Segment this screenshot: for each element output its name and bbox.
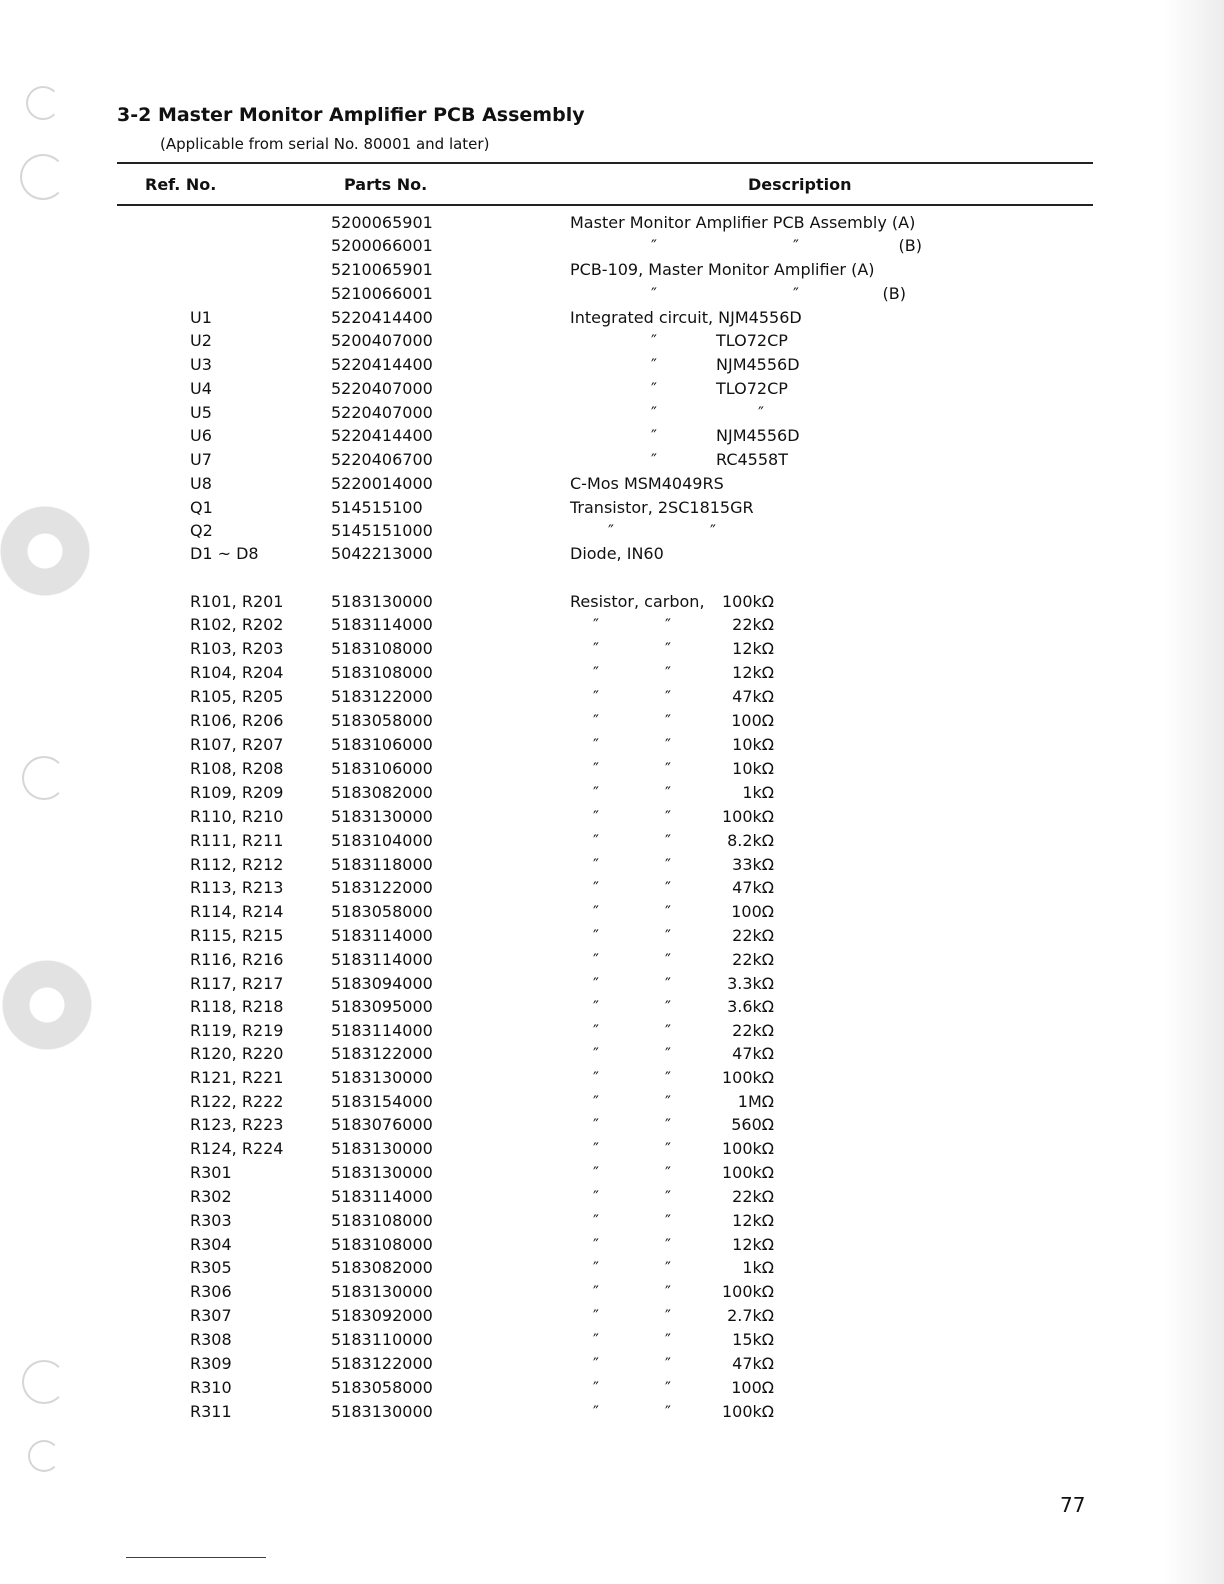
ref-no: U2 — [190, 331, 212, 350]
ditto-mark: ″ — [593, 1163, 599, 1182]
table-row — [0, 757, 1224, 781]
page-number: 77 — [1060, 1493, 1086, 1517]
resistance-value: 560Ω — [731, 1115, 774, 1134]
ditto-mark: ″ — [593, 974, 599, 993]
ref-no: R303 — [190, 1211, 232, 1230]
binder-hole — [20, 154, 66, 200]
ditto-mark: ″ — [651, 403, 657, 422]
parts-no: 5183114000 — [331, 926, 433, 945]
ditto-mark: ″ — [665, 1187, 671, 1206]
parts-no: 5183076000 — [331, 1115, 433, 1134]
ditto-mark: ″ — [665, 807, 671, 826]
ditto-mark: ″ — [665, 711, 671, 730]
parts-no: 5183130000 — [331, 592, 433, 611]
ref-no: R109, R209 — [190, 783, 284, 802]
resistance-value: 15kΩ — [732, 1330, 774, 1349]
parts-no: 5183082000 — [331, 1258, 433, 1277]
ditto-mark: ″ — [593, 1378, 599, 1397]
ref-no: U8 — [190, 474, 212, 493]
ditto-mark: ″ — [593, 807, 599, 826]
parts-no: 5183108000 — [331, 1235, 433, 1254]
table-row — [0, 472, 1224, 496]
table-row — [0, 876, 1224, 900]
table-row — [0, 661, 1224, 685]
ditto-mark: ″ — [665, 1354, 671, 1373]
parts-no: 5183108000 — [331, 1211, 433, 1230]
variant: (B) — [898, 236, 922, 255]
table-row — [0, 685, 1224, 709]
parts-no: 5183130000 — [331, 807, 433, 826]
ditto-mark: ″ — [665, 926, 671, 945]
binder-hole — [26, 86, 60, 120]
ref-no: R119, R219 — [190, 1021, 284, 1040]
ref-no: R105, R205 — [190, 687, 284, 706]
parts-no: 5183122000 — [331, 1044, 433, 1063]
ditto-mark: ″ — [593, 1235, 599, 1254]
resistance-value: 100Ω — [731, 902, 774, 921]
resistance-value: 100kΩ — [721, 1282, 774, 1301]
ditto-mark: ″ — [593, 663, 599, 682]
resistance-value: 8.2kΩ — [727, 831, 774, 850]
ditto-mark: ″ — [593, 902, 599, 921]
table-row — [0, 282, 1224, 306]
ditto-mark: ″ — [593, 759, 599, 778]
resistance-value: 2.7kΩ — [727, 1306, 774, 1325]
table-row — [0, 637, 1224, 661]
parts-no: 5183114000 — [331, 1021, 433, 1040]
ditto-mark: ″ — [665, 1139, 671, 1158]
ditto-mark: ″ — [651, 331, 657, 350]
ditto-mark: ″ — [593, 1092, 599, 1111]
ditto-mark: ″ — [593, 1139, 599, 1158]
description: Master Monitor Amplifier PCB Assembly (A) — [570, 213, 916, 232]
table-row — [0, 353, 1224, 377]
ditto-mark: ″ — [593, 1306, 599, 1325]
ditto-mark: ″ — [665, 1044, 671, 1063]
resistance-value: 12kΩ — [732, 639, 774, 658]
ref-no: R108, R208 — [190, 759, 284, 778]
ref-no: R306 — [190, 1282, 232, 1301]
ref-no: R309 — [190, 1354, 232, 1373]
ref-no: R110, R210 — [190, 807, 284, 826]
table-row — [0, 829, 1224, 853]
table-row — [0, 948, 1224, 972]
table-row — [0, 496, 1224, 520]
description: Resistor, carbon, — [570, 592, 705, 611]
table-row — [0, 377, 1224, 401]
table-row — [0, 401, 1224, 425]
ditto-mark: ″ — [665, 1306, 671, 1325]
table-row — [0, 972, 1224, 996]
ditto-mark: ″ — [793, 284, 799, 303]
ic-type: NJM4556D — [716, 426, 800, 445]
parts-no: 5220414400 — [331, 308, 433, 327]
parts-no: 5220414400 — [331, 426, 433, 445]
ditto-mark: ″ — [665, 1068, 671, 1087]
column-header-parts: Parts No. — [344, 175, 428, 194]
resistance-value: 100Ω — [731, 1378, 774, 1397]
ref-no: R305 — [190, 1258, 232, 1277]
ditto-mark: ″ — [593, 1402, 599, 1421]
ditto-mark: ″ — [651, 450, 657, 469]
parts-no: 5183092000 — [331, 1306, 433, 1325]
parts-no: 5183130000 — [331, 1163, 433, 1182]
parts-no: 5183095000 — [331, 997, 433, 1016]
section-subtitle: (Applicable from serial No. 80001 and later) — [160, 135, 490, 153]
parts-no: 5183082000 — [331, 783, 433, 802]
parts-no: 5183106000 — [331, 759, 433, 778]
parts-no: 5183122000 — [331, 687, 433, 706]
ic-type: TLO72CP — [716, 379, 788, 398]
ref-no: R308 — [190, 1330, 232, 1349]
resistance-value: 1kΩ — [742, 783, 774, 802]
ref-no: U6 — [190, 426, 212, 445]
description: C-Mos MSM4049RS — [570, 474, 724, 493]
ditto-mark: ″ — [593, 855, 599, 874]
resistance-value: 100kΩ — [721, 1163, 774, 1182]
table-row — [0, 1137, 1224, 1161]
ref-no: R102, R202 — [190, 615, 284, 634]
resistance-value: 100kΩ — [721, 592, 774, 611]
table-row — [0, 1280, 1224, 1304]
ditto-mark: ″ — [665, 950, 671, 969]
parts-no: 5220014000 — [331, 474, 433, 493]
table-row — [0, 211, 1224, 235]
parts-no: 5183122000 — [331, 1354, 433, 1373]
resistance-value: 100kΩ — [721, 1068, 774, 1087]
ditto-mark: ″ — [665, 878, 671, 897]
ref-no: R310 — [190, 1378, 232, 1397]
table-row — [0, 1400, 1224, 1424]
ic-type: RC4558T — [716, 450, 788, 469]
ref-no: R115, R215 — [190, 926, 284, 945]
ditto-mark: ″ — [793, 236, 799, 255]
parts-no: 5183130000 — [331, 1402, 433, 1421]
table-row — [0, 1304, 1224, 1328]
ref-no: R124, R224 — [190, 1139, 284, 1158]
ditto-mark: ″ — [651, 355, 657, 374]
column-header-desc: Description — [748, 175, 852, 194]
parts-no: 5183130000 — [331, 1282, 433, 1301]
ditto-mark: ″ — [593, 1211, 599, 1230]
parts-no: 5210065901 — [331, 260, 433, 279]
ditto-mark: ″ — [593, 687, 599, 706]
table-row — [0, 805, 1224, 829]
table-top-rule — [117, 162, 1093, 164]
ditto-mark: ″ — [593, 639, 599, 658]
parts-no: 5183110000 — [331, 1330, 433, 1349]
parts-no: 5200407000 — [331, 331, 433, 350]
table-row — [0, 590, 1224, 614]
table-row — [0, 519, 1224, 543]
table-header-rule — [117, 204, 1093, 206]
ditto-mark: ″ — [665, 831, 671, 850]
parts-no: 5183058000 — [331, 711, 433, 730]
resistance-value: 12kΩ — [732, 663, 774, 682]
table-row — [0, 709, 1224, 733]
ref-no: R304 — [190, 1235, 232, 1254]
table-row — [0, 234, 1224, 258]
parts-no: 5183130000 — [331, 1068, 433, 1087]
ditto-mark: ″ — [665, 1258, 671, 1277]
ditto-mark: ″ — [593, 926, 599, 945]
ditto-mark: ″ — [665, 1235, 671, 1254]
parts-no: 5183106000 — [331, 735, 433, 754]
ditto-mark: ″ — [593, 831, 599, 850]
ditto-mark: ″ — [665, 1378, 671, 1397]
table-row — [0, 733, 1224, 757]
ref-no: R118, R218 — [190, 997, 284, 1016]
section-title: 3-2 Master Monitor Amplifier PCB Assembly — [117, 104, 585, 126]
ditto-mark: ″ — [665, 1021, 671, 1040]
ref-no: U7 — [190, 450, 212, 469]
ref-no: Q1 — [190, 498, 213, 517]
resistance-value: 22kΩ — [732, 615, 774, 634]
ditto-mark: ″ — [665, 783, 671, 802]
ditto-mark: ″ — [665, 1211, 671, 1230]
parts-no: 5210066001 — [331, 284, 433, 303]
ditto-mark: ″ — [665, 855, 671, 874]
ref-no: R107, R207 — [190, 735, 284, 754]
ditto-mark: ″ — [593, 1282, 599, 1301]
resistance-value: 10kΩ — [732, 735, 774, 754]
parts-no: 5183114000 — [331, 1187, 433, 1206]
ditto-mark: ″ — [665, 639, 671, 658]
ditto-mark: ″ — [665, 997, 671, 1016]
ditto-mark: ″ — [665, 1282, 671, 1301]
table-row — [0, 900, 1224, 924]
parts-no: 5042213000 — [331, 544, 433, 563]
resistance-value: 22kΩ — [732, 926, 774, 945]
ditto-mark: ″ — [593, 1115, 599, 1134]
resistance-value: 100Ω — [731, 711, 774, 730]
ditto-mark: ″ — [593, 1330, 599, 1349]
ditto-mark: ″ — [593, 783, 599, 802]
table-row — [0, 1113, 1224, 1137]
table-row — [0, 329, 1224, 353]
ref-no: R101, R201 — [190, 592, 284, 611]
ditto-mark: ″ — [665, 1092, 671, 1111]
parts-no: 5183114000 — [331, 615, 433, 634]
table-row — [0, 258, 1224, 282]
variant: (B) — [882, 284, 906, 303]
table-row — [0, 1019, 1224, 1043]
parts-no: 5220406700 — [331, 450, 433, 469]
ditto-mark: ″ — [665, 663, 671, 682]
resistance-value: 22kΩ — [732, 1187, 774, 1206]
ditto-mark: ″ — [665, 687, 671, 706]
resistance-value: 47kΩ — [732, 1354, 774, 1373]
table-row — [0, 1066, 1224, 1090]
parts-no: 5220407000 — [331, 379, 433, 398]
parts-no: 5183094000 — [331, 974, 433, 993]
resistance-value: 47kΩ — [732, 687, 774, 706]
ditto-mark: ″ — [665, 1115, 671, 1134]
resistance-value: 1kΩ — [742, 1258, 774, 1277]
ditto-mark: ″ — [593, 615, 599, 634]
table-row — [0, 995, 1224, 1019]
ditto-mark: ″ — [710, 521, 716, 540]
ref-no: R123, R223 — [190, 1115, 284, 1134]
resistance-value: 100kΩ — [721, 1402, 774, 1421]
ditto-mark: ″ — [593, 1068, 599, 1087]
ref-no: Q2 — [190, 521, 213, 540]
parts-no: 5200066001 — [331, 236, 433, 255]
ref-no: R122, R222 — [190, 1092, 284, 1111]
ref-no: R311 — [190, 1402, 232, 1421]
parts-no: 5183154000 — [331, 1092, 433, 1111]
ref-no: R120, R220 — [190, 1044, 284, 1063]
table-row — [0, 1328, 1224, 1352]
ditto-mark: ″ — [665, 1402, 671, 1421]
ref-no: U3 — [190, 355, 212, 374]
footer-rule — [126, 1557, 266, 1558]
resistance-value: 3.6kΩ — [727, 997, 774, 1016]
ref-no: U4 — [190, 379, 212, 398]
table-row — [0, 853, 1224, 877]
table-row — [0, 448, 1224, 472]
ref-no: R116, R216 — [190, 950, 284, 969]
ref-no: R307 — [190, 1306, 232, 1325]
ref-no: R301 — [190, 1163, 232, 1182]
description: Diode, IN60 — [570, 544, 664, 563]
table-row — [0, 1161, 1224, 1185]
table-row — [0, 781, 1224, 805]
ref-no: R111, R211 — [190, 831, 284, 850]
ditto-mark: ″ — [665, 974, 671, 993]
table-row — [0, 1256, 1224, 1280]
parts-no: 5183122000 — [331, 878, 433, 897]
description: Transistor, 2SC1815GR — [570, 498, 754, 517]
resistance-value: 1MΩ — [737, 1092, 774, 1111]
ditto-mark: ″ — [593, 1044, 599, 1063]
resistance-value: 22kΩ — [732, 1021, 774, 1040]
table-row — [0, 424, 1224, 448]
parts-no: 5220407000 — [331, 403, 433, 422]
ditto-mark: ″ — [651, 236, 657, 255]
ditto-mark: ″ — [665, 1330, 671, 1349]
table-row — [0, 542, 1224, 566]
table-row — [0, 1233, 1224, 1257]
resistance-value: 3.3kΩ — [727, 974, 774, 993]
ditto-mark: ″ — [665, 1163, 671, 1182]
resistance-value: 10kΩ — [732, 759, 774, 778]
parts-no: 5145151000 — [331, 521, 433, 540]
parts-no: 514515100 — [331, 498, 423, 517]
parts-no: 5183104000 — [331, 831, 433, 850]
table-row — [0, 306, 1224, 330]
resistance-value: 100kΩ — [721, 807, 774, 826]
parts-no: 5183130000 — [331, 1139, 433, 1158]
resistance-value: 100kΩ — [721, 1139, 774, 1158]
parts-no: 5183108000 — [331, 663, 433, 682]
ditto-mark: ″ — [593, 1021, 599, 1040]
ditto-mark: ″ — [665, 759, 671, 778]
description: Integrated circuit, NJM4556D — [570, 308, 802, 327]
ditto-mark: ″ — [593, 1354, 599, 1373]
resistance-value: 47kΩ — [732, 1044, 774, 1063]
ref-no: U1 — [190, 308, 212, 327]
table-row — [0, 1185, 1224, 1209]
table-row — [0, 1376, 1224, 1400]
ditto-mark: ″ — [593, 950, 599, 969]
resistance-value: 33kΩ — [732, 855, 774, 874]
ref-no: R117, R217 — [190, 974, 284, 993]
parts-no: 5183058000 — [331, 902, 433, 921]
table-row — [0, 1352, 1224, 1376]
ditto-mark: ″ — [758, 403, 764, 422]
ditto-mark: ″ — [665, 615, 671, 634]
ditto-mark: ″ — [593, 997, 599, 1016]
ditto-mark: ″ — [593, 735, 599, 754]
resistance-value: 47kΩ — [732, 878, 774, 897]
ditto-mark: ″ — [651, 379, 657, 398]
resistance-value: 12kΩ — [732, 1211, 774, 1230]
ditto-mark: ″ — [608, 521, 614, 540]
ic-type: NJM4556D — [716, 355, 800, 374]
parts-no: 5183108000 — [331, 639, 433, 658]
resistance-value: 22kΩ — [732, 950, 774, 969]
ic-type: TLO72CP — [716, 331, 788, 350]
binder-hole — [28, 1440, 60, 1472]
ref-no: D1 ~ D8 — [190, 544, 259, 563]
ditto-mark: ″ — [593, 878, 599, 897]
ditto-mark: ″ — [665, 735, 671, 754]
parts-no: 5200065901 — [331, 213, 433, 232]
ref-no: R112, R212 — [190, 855, 284, 874]
table-row — [0, 1042, 1224, 1066]
ditto-mark: ″ — [651, 426, 657, 445]
ref-no: R302 — [190, 1187, 232, 1206]
ditto-mark: ″ — [651, 284, 657, 303]
parts-no: 5183114000 — [331, 950, 433, 969]
ref-no: R114, R214 — [190, 902, 284, 921]
parts-no: 5183058000 — [331, 1378, 433, 1397]
parts-no: 5220414400 — [331, 355, 433, 374]
table-row — [0, 924, 1224, 948]
ditto-mark: ″ — [665, 902, 671, 921]
ref-no: R104, R204 — [190, 663, 284, 682]
ref-no: R113, R213 — [190, 878, 284, 897]
table-row — [0, 613, 1224, 637]
table-row — [0, 1090, 1224, 1114]
resistance-value: 12kΩ — [732, 1235, 774, 1254]
ditto-mark: ″ — [593, 1187, 599, 1206]
description: PCB-109, Master Monitor Amplifier (A) — [570, 260, 875, 279]
ditto-mark: ″ — [593, 711, 599, 730]
ditto-mark: ″ — [593, 1258, 599, 1277]
parts-no: 5183118000 — [331, 855, 433, 874]
ref-no: R106, R206 — [190, 711, 284, 730]
ref-no: U5 — [190, 403, 212, 422]
table-row — [0, 1209, 1224, 1233]
ref-no: R103, R203 — [190, 639, 284, 658]
ref-no: R121, R221 — [190, 1068, 284, 1087]
column-header-ref: Ref. No. — [145, 175, 217, 194]
